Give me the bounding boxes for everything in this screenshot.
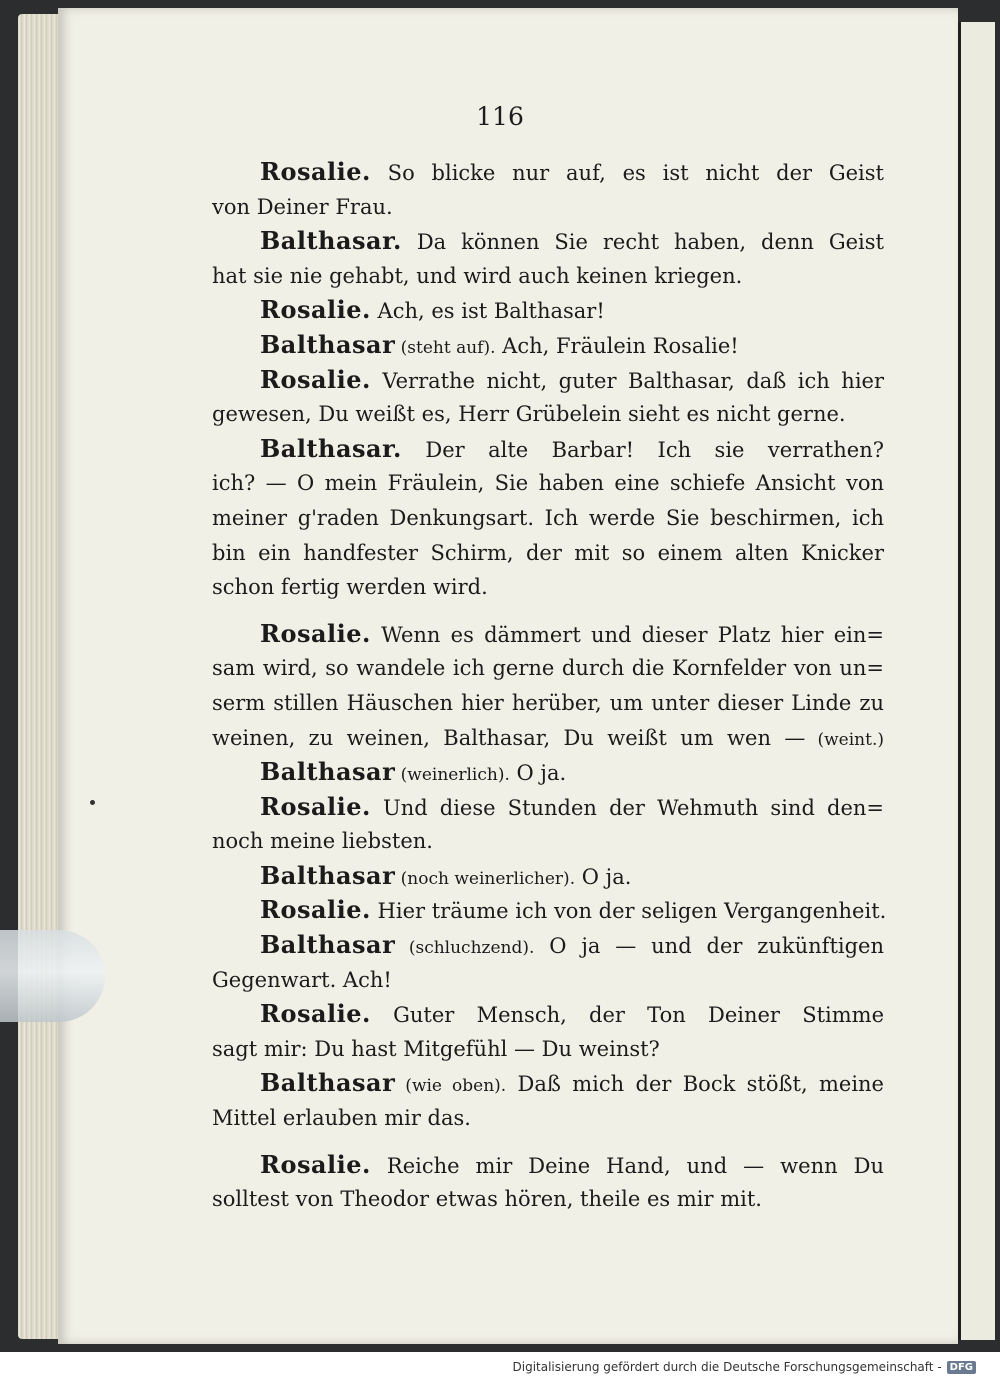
dialogue-text: von Deiner Frau. <box>212 194 393 219</box>
page-text <box>212 155 887 1217</box>
dialogue-text: bin ein handfester Schirm, der mit so einem alten Knicker <box>212 540 884 565</box>
text-line <box>212 1101 884 1136</box>
dialogue-text: ich? — O mein Fräulein, Sie haben eine schiefe Ansicht von <box>212 471 884 496</box>
dialogue-text: So blicke nur auf, es ist nicht der Geist <box>370 161 884 185</box>
text-line <box>212 755 884 790</box>
speaker-name: Rosalie. <box>260 364 371 394</box>
dialogue-text: weinen, zu weinen, Balthasar, Du weißt um wen — <box>212 725 806 750</box>
speaker-name: Rosalie. <box>260 618 371 648</box>
dialogue-text: Da können Sie recht haben, denn Geist <box>401 230 884 255</box>
text-line <box>212 790 884 825</box>
stage-direction: (steht auf). <box>395 337 496 358</box>
speaker-name: Balthasar <box>260 860 396 890</box>
dialogue-text: hat sie nie gehabt, und wird auch keinen kriegen. <box>212 263 743 288</box>
speaker-name: Rosalie. <box>260 791 371 821</box>
text-line <box>212 570 884 605</box>
dialogue-text: meiner g'raden Denkungsart. Ich werde Sie beschirmen, ich <box>212 505 884 530</box>
dialogue-text: Ach, Fräulein Rosalie! <box>495 333 739 358</box>
text-line <box>212 224 884 259</box>
stage-direction: (weinerlich). <box>395 765 510 786</box>
text-line <box>212 893 887 928</box>
footer-credit <box>513 1360 977 1374</box>
dialogue-text: Gegenwart. Ach! <box>212 967 392 992</box>
dialogue-text: Und diese Stunden der Wehmuth sind den= <box>370 795 884 820</box>
facing-page-edge <box>958 22 995 1340</box>
speaker-name: Balthasar <box>260 930 396 960</box>
dialogue-text: O ja — und der zukünftigen <box>534 934 884 959</box>
speaker-name: Rosalie. <box>260 157 371 186</box>
text-line <box>212 997 884 1032</box>
dfg-logo: DFG <box>947 1361 976 1374</box>
dialogue-text: noch meine liebsten. <box>212 829 433 854</box>
text-line <box>212 1182 884 1217</box>
text-line <box>212 190 884 225</box>
dialogue-text: Mittel erlauben mir das. <box>212 1106 471 1131</box>
text-line <box>212 721 884 756</box>
dialogue-text: Hier träume ich von der seligen Vergangenheit. <box>370 899 887 924</box>
dialogue-text: Reiche mir Deine Hand, und — wenn Du <box>370 1153 884 1178</box>
stage-direction: (wie oben). <box>395 1076 507 1097</box>
thumb-holder-image <box>0 930 105 1022</box>
speaker-name: Balthasar <box>260 329 396 359</box>
dialogue-text: gewesen, Du weißt es, Herr Grübelein sieht es nicht gerne. <box>212 402 846 427</box>
text-line <box>212 363 884 398</box>
text-line <box>212 432 884 467</box>
text-line <box>212 466 884 501</box>
dialogue-text: solltest von Theodor etwas hören, theile es mir mit. <box>212 1187 762 1212</box>
stage-direction: (schluchzend). <box>395 938 535 959</box>
text-line <box>212 397 884 432</box>
stage-direction: (weint.) <box>805 729 884 750</box>
speaker-name: Rosalie. <box>260 295 371 325</box>
dialogue-text: Guter Mensch, der Ton Deiner Stimme <box>370 1003 884 1028</box>
stage-direction: (noch weinerlicher). <box>395 868 576 889</box>
dialogue-text: Verrathe nicht, guter Balthasar, daß ich hier <box>370 368 884 393</box>
text-line <box>212 928 884 963</box>
speaker-name: Rosalie. <box>260 1149 371 1179</box>
text-line <box>212 259 884 294</box>
speaker-name: Balthasar. <box>260 226 402 256</box>
speaker-name: Balthasar <box>260 1068 396 1098</box>
text-line <box>212 963 884 998</box>
text-line <box>212 293 884 328</box>
text-line <box>212 155 884 190</box>
dialogue-text: sam wird, so wandele ich gerne durch die Kornfelder von un= <box>212 656 884 681</box>
text-line <box>212 617 884 652</box>
page-speck <box>90 800 95 805</box>
dialogue-text: O ja. <box>575 864 632 889</box>
text-line <box>212 1032 884 1067</box>
dialogue-text: O ja. <box>509 761 567 786</box>
text-line <box>212 686 884 721</box>
speaker-name: Balthasar. <box>260 433 402 463</box>
dialogue-text: serm stillen Häuschen hier herüber, um unter dieser Linde zu <box>212 690 884 715</box>
dialogue-text: Ach, es ist Balthasar! <box>370 299 605 324</box>
dialogue-text: schon fertig werden wird. <box>212 575 488 600</box>
speaker-name: Balthasar <box>260 757 396 787</box>
text-line <box>212 859 884 894</box>
text-line <box>212 328 884 363</box>
text-line <box>212 1066 884 1101</box>
text-line <box>212 651 884 686</box>
speaker-name: Rosalie. <box>260 895 371 925</box>
text-line <box>212 1148 884 1183</box>
dialogue-text: sagt mir: Du hast Mitgefühl — Du weinst? <box>212 1036 660 1061</box>
text-line <box>212 501 884 536</box>
page-number: 116 <box>476 102 524 131</box>
dialogue-text: Der alte Barbar! Ich sie verrathen? <box>401 437 884 462</box>
footer-credit-text: Digitalisierung gefördert durch die Deutsche Forschungsgemeinschaft - <box>512 1360 942 1374</box>
text-line <box>212 824 884 859</box>
text-line <box>212 536 884 571</box>
dialogue-text: Daß mich der Bock stößt, meine <box>506 1072 884 1097</box>
dialogue-text: Wenn es dämmert und dieser Platz hier ein= <box>370 622 884 647</box>
speaker-name: Rosalie. <box>260 999 371 1029</box>
